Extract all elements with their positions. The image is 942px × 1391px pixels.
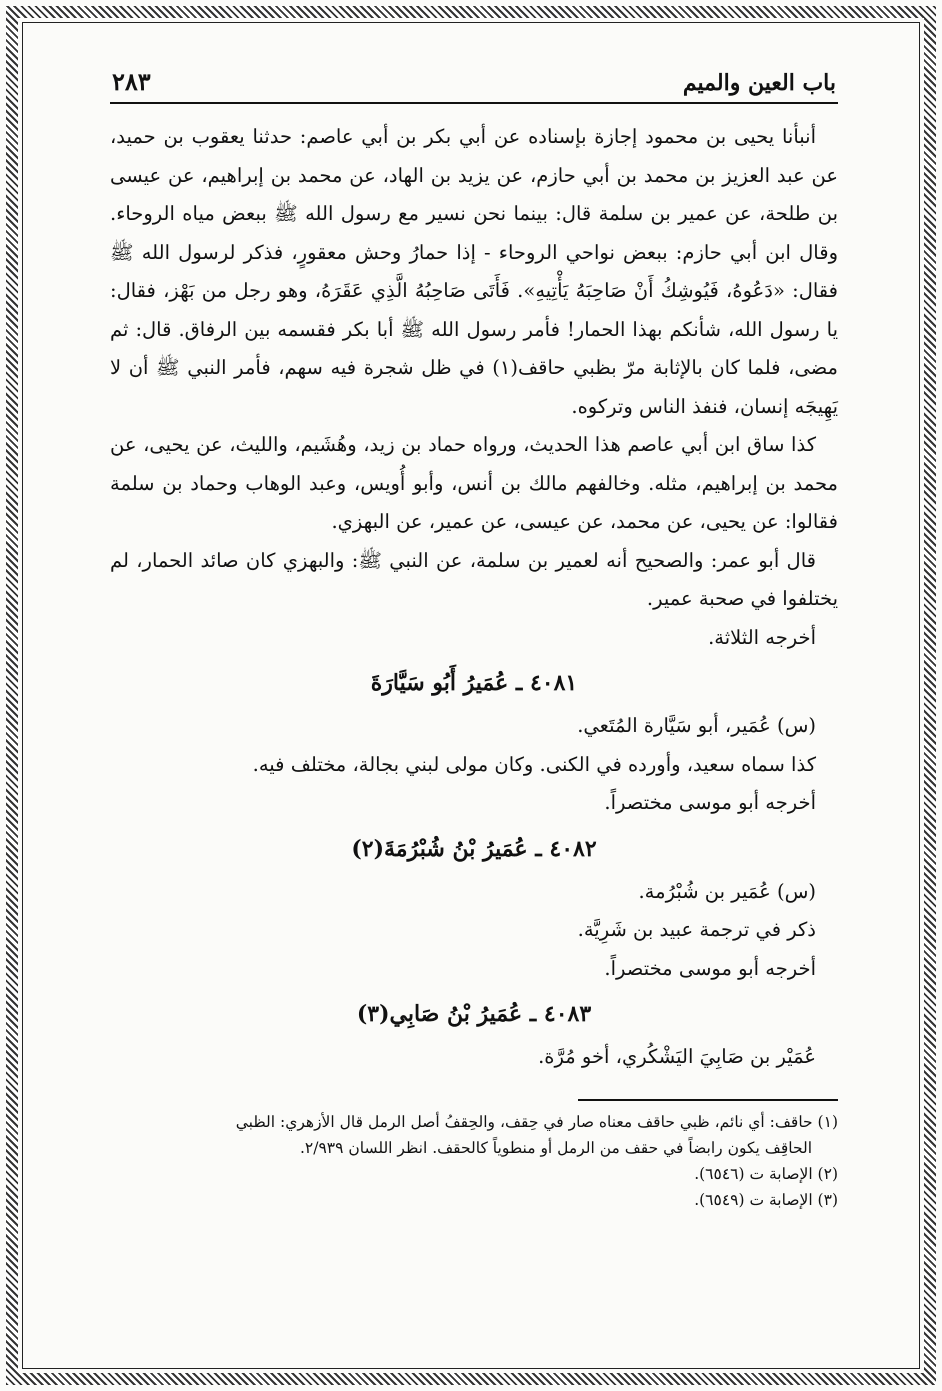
entry-line: أخرجه أبو موسى مختصراً. — [604, 956, 816, 980]
paragraph-narration-chain: كذا ساق ابن أبي عاصم هذا الحديث، ورواه حماد بن زيد، وهُشَيم، والليث، عن يحيى، عن محمد بن إبراهيم، مثله. وخالفهم مالك بن أنس، وأبو أُويس، وعبد الوهاب وحماد بن سلمة فقالوا: عن يحيى، عن محمد، عن عيسى، عن عمير، عن البهزي. — [110, 433, 838, 533]
entry-line: (س) عُمَير، أبو سَيَّارة المُتَعي. — [577, 714, 816, 737]
paragraph-abu-umar: قال أبو عمر: والصحيح أنه لعمير بن سلمة، عن النبي ﷺ: والبهزي كان صائد الحمار، لم يختلفوا في صحبة عمير. — [110, 548, 838, 610]
entry-title-4081: ٤٠٨١ ـ عُمَيرُ أَبُو سَيَّارَةَ — [370, 670, 578, 696]
entry-title-4082: ٤٠٨٢ ـ عُمَيرُ بْنُ شُبْرُمَةَ(٢) — [351, 835, 597, 862]
entry-line: عُمَيْر بن صَابِيَ اليَشْكُري، أخو مُرَّة. — [538, 1045, 816, 1068]
main-text — [110, 118, 838, 1077]
entry-line: أخرجه أبو موسى مختصراً. — [604, 791, 816, 814]
footnote-1-continued: الحاقِف يكون رابضاً في حقف من الرمل أو منطوياً كالحقف. انظر اللسان ٢/٩٣٩. — [299, 1138, 812, 1157]
entry-line: كذا سماه سعيد، وأورده في الكنى. وكان مولى لبني بجالة، مختلف فيه. — [252, 752, 816, 776]
chapter-title: باب العين والميم — [682, 70, 836, 96]
paragraph-akhrajahu: أخرجه الثلاثة. — [708, 625, 816, 649]
entry-title-4083: ٤٠٨٣ ـ عُمَيرُ بْنُ صَابِي(٣) — [356, 1001, 592, 1027]
page-content — [110, 60, 838, 1340]
entry-line: (س) عُمَير بن شُبْرُمة. — [638, 879, 816, 903]
footnotes — [110, 1099, 838, 1213]
footnote-2: (٢) الإصابة ت (٦٥٤٦). — [694, 1164, 838, 1183]
entry-line: ذكر في ترجمة عبيد بن شَرِيَّة. — [577, 918, 816, 941]
footnote-3: (٣) الإصابة ت (٦٥٤٩). — [694, 1190, 838, 1209]
page-number: ٢٨٣ — [112, 67, 151, 96]
paragraph-hadith: أنبأنا يحيى بن محمود إجازة بإسناده عن أبي بكر بن أبي عاصم: حدثنا يعقوب بن حميد، عن عبد العزيز بن محمد بن أبي حازم، عن يزيد بن الهاد، عن محمد بن إبراهيم، عن عيسى بن طلحة، عن عمير بن سلمة قال: بينما نحن نسير مع رسول الله ﷺ ببعض مياه الروحاء. وقال ابن أبي حازم: ببعض نواحي الروحاء - إذا حمارُ وحش معقورٍ، فذكر لرسول الله ﷺ فقال: «دَعُوهُ، فَيُوشِكُ أَنْ صَاحِبَهُ يَأْتِيهِ». فَأَتَى صَاحِبُهُ الَّذِي عَقَرَهُ، وهو رجل من بَهْز، فقال: يا رسول الله، شأنكم بهذا الحمار! فأمر رسول الله ﷺ أبا بكر فقسمه بين الرفاق. قال: ثم مضى، فلما كان بالإثابة مرّ بظبي حاقف(١) في ظل شجرة فيه سهم، فأمر النبي ﷺ أن لا يَهِيجَه إنسان، فنفذ الناس وتركوه. — [110, 125, 838, 418]
running-header — [110, 60, 838, 104]
footnote-1: (١) حاقف: أي نائم، ظبي حاقف معناه صار في حِقف، والحِقفُ أصل الرمل قال الأزهري: الظبي — [235, 1112, 838, 1131]
